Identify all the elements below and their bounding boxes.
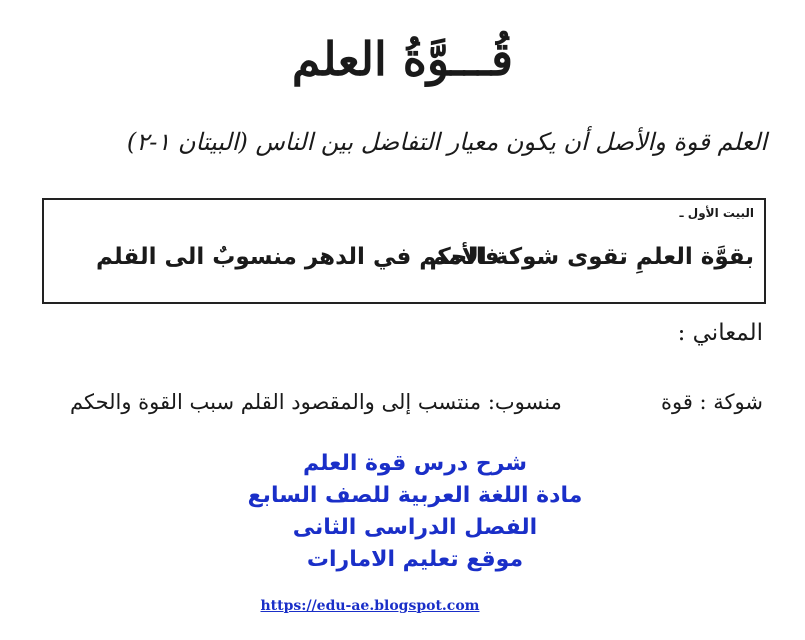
lesson-info-block — [180, 448, 650, 576]
lesson-info-line: شرح درس قوة العلم — [302, 451, 528, 476]
site-link[interactable]: https://edu-ae.blogspot.com — [260, 598, 480, 614]
meanings-heading: المعاني : — [677, 320, 763, 346]
lesson-info-line: مادة اللغة العربية للصف السابع — [247, 483, 583, 508]
meaning-item: شوكة : قوة — [660, 390, 763, 414]
verse-label: البيت الأول ـ — [679, 206, 754, 220]
verse-second-half: فالحكم في الدهر منسوبٌ الى القلم — [96, 244, 500, 270]
verse-first-half: بقوَّة العلمِ تقوى شوكة الأمم — [429, 244, 754, 270]
lesson-info-line: الفصل الدراسى الثانى — [292, 515, 538, 540]
meaning-item: منسوب: منتسب إلى والمقصود القلم سبب القوة والحكم — [70, 390, 562, 414]
document-subtitle: العلم قوة والأصل أن يكون معيار التفاضل بين الناس (البيتان ١-٢) — [126, 128, 767, 156]
verse-box — [42, 198, 766, 304]
document-title: قُـــوَّةُ العلم — [291, 32, 514, 86]
lesson-info-line: موقع تعليم الامارات — [306, 547, 524, 572]
